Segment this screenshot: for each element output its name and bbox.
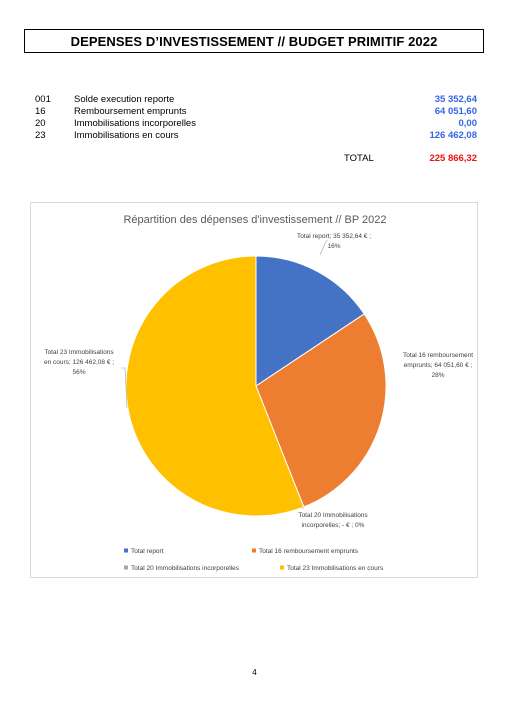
legend-entry-total-report: Total report: [131, 548, 164, 555]
budget-code: 001: [35, 94, 51, 105]
budget-row: [35, 118, 477, 130]
budget-amount: 126 462,08: [429, 130, 477, 141]
data-label-total-23-immobilisations-en-cours: Total 23 Immobilisations en cours; 126 462,08 € ; 56%: [43, 349, 115, 376]
budget-row: [35, 94, 477, 106]
total-label: TOTAL: [344, 153, 374, 164]
legend-swatch-total-20-immobilisations-incorporelles: [124, 566, 128, 570]
chart-legend: [124, 548, 384, 572]
legend-swatch-total-report: [124, 549, 128, 553]
legend-swatch-total-16-remboursement-emprunts: [252, 549, 256, 553]
page-title: DEPENSES D’INVESTISSEMENT // BUDGET PRIMITIF 2022: [24, 29, 484, 53]
pie-chart: [30, 202, 478, 578]
pie-slices: [126, 256, 386, 516]
budget-row: [35, 106, 477, 118]
budget-amount: 64 051,60: [434, 106, 477, 117]
chart-title: Répartition des dépenses d'investissement // BP 2022: [123, 214, 387, 226]
budget-code: 16: [35, 106, 46, 117]
budget-total-row: [35, 153, 477, 165]
data-label-total-16-remboursement-emprunts: Total 16 remboursement emprunts; 64 051,60 € ; 28%: [402, 352, 474, 379]
legend-entry-total-16-remboursement-emprunts: Total 16 remboursement emprunts: [259, 548, 358, 555]
budget-label: Remboursement emprunts: [74, 106, 187, 117]
total-amount: 225 866,32: [429, 153, 477, 164]
budget-code: 23: [35, 130, 46, 141]
legend-entry-total-20-immobilisations-incorporelles: Total 20 Immobilisations incorporelles: [131, 565, 240, 572]
budget-amount: 35 352,64: [434, 94, 477, 105]
budget-code: 20: [35, 118, 46, 129]
legend-swatch-total-23-immobilisations-en-cours: [280, 566, 284, 570]
budget-amount: 0,00: [458, 118, 477, 129]
page-number: 4: [252, 668, 257, 677]
pie-chart-svg: [31, 203, 479, 579]
budget-table: [35, 94, 477, 142]
budget-label: Immobilisations incorporelles: [74, 118, 196, 129]
budget-label: Solde execution reporte: [74, 94, 175, 105]
data-label-total-20-immobilisations-incorporelles: Total 20 Immobilisations incorporelles; - € ; 0%: [298, 512, 368, 529]
budget-row: [35, 130, 477, 142]
data-label-total-report: Total report; 35 352,64 € ; 16%: [296, 233, 372, 250]
legend-entry-total-23-immobilisations-en-cours: Total 23 Immobilisations en cours: [287, 565, 384, 572]
budget-label: Immobilisations en cours: [74, 130, 179, 141]
